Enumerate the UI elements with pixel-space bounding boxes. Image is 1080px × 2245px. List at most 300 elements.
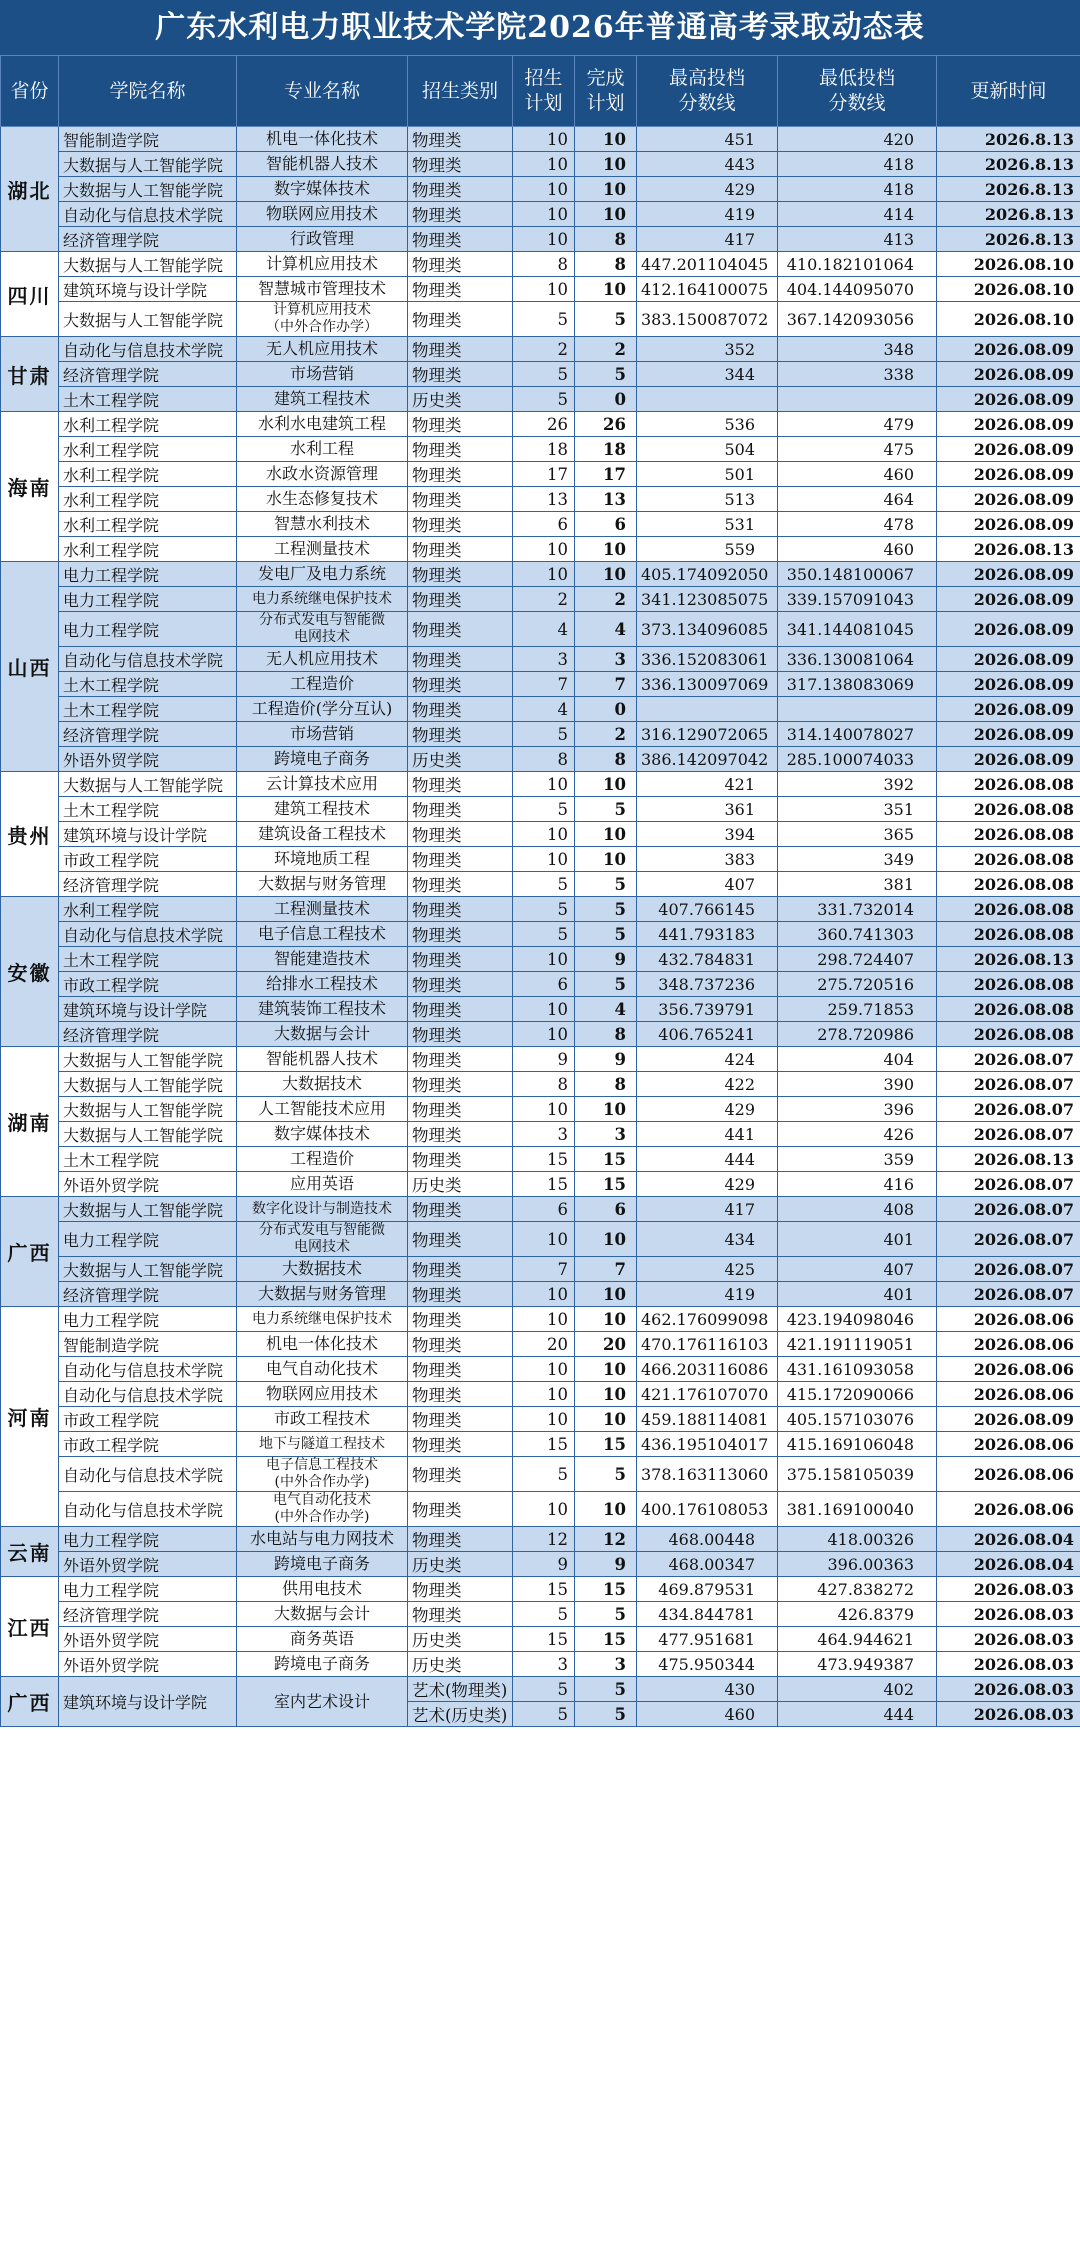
plan-cell: 10	[513, 562, 575, 587]
category-cell: 历史类	[408, 1627, 513, 1652]
major-cell: 建筑工程技术	[237, 387, 408, 412]
category-cell: 物理类	[408, 487, 513, 512]
major-cell: 计算机应用技术	[237, 252, 408, 277]
min-score-cell: 359	[778, 1147, 937, 1172]
table-row	[1, 1197, 1080, 1222]
category-cell: 艺术(历史类)	[408, 1702, 513, 1727]
completed-cell: 10	[575, 1282, 637, 1307]
major-cell: 水利工程	[237, 437, 408, 462]
major-cell: 商务英语	[237, 1627, 408, 1652]
completed-cell: 10	[575, 1307, 637, 1332]
max-score-cell: 336.152083061	[637, 647, 778, 672]
category-cell: 物理类	[408, 872, 513, 897]
min-score-cell: 314.140078027	[778, 722, 937, 747]
min-score-cell: 348	[778, 337, 937, 362]
max-score-cell: 460	[637, 1702, 778, 1727]
school-cell: 大数据与人工智能学院	[59, 772, 237, 797]
category-cell: 物理类	[408, 252, 513, 277]
max-score-cell: 419	[637, 202, 778, 227]
completed-cell: 5	[575, 797, 637, 822]
max-score-cell: 444	[637, 1147, 778, 1172]
table-row	[1, 1492, 1080, 1527]
min-score-cell: 479	[778, 412, 937, 437]
school-cell: 经济管理学院	[59, 1022, 237, 1047]
max-score-cell: 417	[637, 1197, 778, 1222]
major-cell: 物联网应用技术	[237, 202, 408, 227]
major-cell: 工程造价(学分互认)	[237, 697, 408, 722]
category-cell: 物理类	[408, 277, 513, 302]
school-cell: 建筑环境与设计学院	[59, 277, 237, 302]
category-cell: 物理类	[408, 697, 513, 722]
category-cell: 物理类	[408, 922, 513, 947]
table-row	[1, 1627, 1080, 1652]
school-cell: 外语外贸学院	[59, 747, 237, 772]
category-cell: 物理类	[408, 672, 513, 697]
min-score-cell: 298.724407	[778, 947, 937, 972]
category-cell: 物理类	[408, 127, 513, 152]
min-score-cell: 390	[778, 1072, 937, 1097]
max-score-cell: 361	[637, 797, 778, 822]
max-score-cell: 430	[637, 1677, 778, 1702]
min-score-cell: 426.8379	[778, 1602, 937, 1627]
plan-cell: 10	[513, 1382, 575, 1407]
completed-cell: 10	[575, 127, 637, 152]
category-cell: 物理类	[408, 797, 513, 822]
school-cell: 市政工程学院	[59, 1407, 237, 1432]
plan-cell: 10	[513, 177, 575, 202]
plan-cell: 10	[513, 1307, 575, 1332]
max-score-cell: 356.739791	[637, 997, 778, 1022]
table-row	[1, 1222, 1080, 1257]
category-cell: 物理类	[408, 1307, 513, 1332]
major-cell: 水政水资源管理	[237, 462, 408, 487]
table-row	[1, 337, 1080, 362]
update-time-cell: 2026.08.09	[937, 647, 1080, 672]
school-cell: 市政工程学院	[59, 847, 237, 872]
category-cell: 物理类	[408, 177, 513, 202]
major-cell: 工程测量技术	[237, 897, 408, 922]
update-time-cell: 2026.08.03	[937, 1677, 1080, 1702]
max-score-cell: 422	[637, 1072, 778, 1097]
update-time-cell: 2026.08.10	[937, 302, 1080, 337]
min-score-cell: 338	[778, 362, 937, 387]
plan-cell: 2	[513, 587, 575, 612]
table-row	[1, 127, 1080, 152]
max-score-cell: 336.130097069	[637, 672, 778, 697]
major-cell: 室内艺术设计	[237, 1677, 408, 1727]
school-cell: 大数据与人工智能学院	[59, 1197, 237, 1222]
completed-cell: 0	[575, 697, 637, 722]
min-score-cell: 475	[778, 437, 937, 462]
min-score-cell: 278.720986	[778, 1022, 937, 1047]
completed-cell: 2	[575, 722, 637, 747]
school-cell: 经济管理学院	[59, 872, 237, 897]
max-score-cell: 531	[637, 512, 778, 537]
min-score-cell: 259.71853	[778, 997, 937, 1022]
min-score-cell: 418.00326	[778, 1527, 937, 1552]
max-score-cell: 429	[637, 177, 778, 202]
table-row	[1, 1357, 1080, 1382]
min-score-cell: 478	[778, 512, 937, 537]
table-row	[1, 747, 1080, 772]
update-time-cell: 2026.8.13	[937, 227, 1080, 252]
min-score-cell: 423.194098046	[778, 1307, 937, 1332]
school-cell: 外语外贸学院	[59, 1552, 237, 1577]
completed-cell: 26	[575, 412, 637, 437]
school-cell: 水利工程学院	[59, 512, 237, 537]
table-row	[1, 612, 1080, 647]
update-time-cell: 2026.08.08	[937, 772, 1080, 797]
school-cell: 自动化与信息技术学院	[59, 337, 237, 362]
plan-cell: 15	[513, 1172, 575, 1197]
completed-cell: 10	[575, 1407, 637, 1432]
major-cell: 无人机应用技术	[237, 337, 408, 362]
min-score-cell: 285.100074033	[778, 747, 937, 772]
table-row	[1, 697, 1080, 722]
completed-cell: 5	[575, 872, 637, 897]
plan-cell: 5	[513, 1602, 575, 1627]
category-cell: 物理类	[408, 1257, 513, 1282]
min-score-cell: 464.944621	[778, 1627, 937, 1652]
min-score-cell: 421.191119051	[778, 1332, 937, 1357]
update-time-cell: 2026.08.09	[937, 587, 1080, 612]
update-time-cell: 2026.8.13	[937, 152, 1080, 177]
update-time-cell: 2026.08.04	[937, 1552, 1080, 1577]
major-cell: 分布式发电与智能微 电网技术	[237, 612, 408, 647]
completed-cell: 3	[575, 1122, 637, 1147]
max-score-cell	[637, 387, 778, 412]
plan-cell: 10	[513, 277, 575, 302]
plan-cell: 5	[513, 897, 575, 922]
max-score-cell: 466.203116086	[637, 1357, 778, 1382]
min-score-cell: 427.838272	[778, 1577, 937, 1602]
school-cell: 大数据与人工智能学院	[59, 1122, 237, 1147]
plan-cell: 5	[513, 362, 575, 387]
completed-cell: 10	[575, 562, 637, 587]
completed-cell: 8	[575, 252, 637, 277]
max-score-cell: 394	[637, 822, 778, 847]
school-cell: 水利工程学院	[59, 412, 237, 437]
table-row	[1, 302, 1080, 337]
max-score-cell: 386.142097042	[637, 747, 778, 772]
update-time-cell: 2026.08.09	[937, 337, 1080, 362]
category-cell: 物理类	[408, 512, 513, 537]
update-time-cell: 2026.08.07	[937, 1122, 1080, 1147]
plan-cell: 10	[513, 1022, 575, 1047]
table-row	[1, 1097, 1080, 1122]
table-row	[1, 437, 1080, 462]
update-time-cell: 2026.08.06	[937, 1432, 1080, 1457]
school-cell: 经济管理学院	[59, 1282, 237, 1307]
plan-cell: 3	[513, 1122, 575, 1147]
major-cell: 人工智能技术应用	[237, 1097, 408, 1122]
table-row	[1, 722, 1080, 747]
major-cell: 大数据与财务管理	[237, 872, 408, 897]
completed-cell: 7	[575, 1257, 637, 1282]
school-cell: 大数据与人工智能学院	[59, 177, 237, 202]
completed-cell: 10	[575, 1097, 637, 1122]
major-cell: 供用电技术	[237, 1577, 408, 1602]
major-cell: 工程造价	[237, 672, 408, 697]
max-score-cell: 406.765241	[637, 1022, 778, 1047]
completed-cell: 18	[575, 437, 637, 462]
province-cell: 云南	[1, 1527, 59, 1577]
min-score-cell: 336.130081064	[778, 647, 937, 672]
min-score-cell: 367.142093056	[778, 302, 937, 337]
max-score-cell: 441.793183	[637, 922, 778, 947]
major-cell: 市场营销	[237, 362, 408, 387]
school-cell: 自动化与信息技术学院	[59, 202, 237, 227]
update-time-cell: 2026.08.08	[937, 1022, 1080, 1047]
category-cell: 物理类	[408, 1147, 513, 1172]
min-score-cell: 351	[778, 797, 937, 822]
major-cell: 水利水电建筑工程	[237, 412, 408, 437]
max-score-cell: 344	[637, 362, 778, 387]
table-row	[1, 252, 1080, 277]
category-cell: 物理类	[408, 437, 513, 462]
plan-cell: 5	[513, 1702, 575, 1727]
major-cell: 大数据与会计	[237, 1602, 408, 1627]
max-score-cell: 434	[637, 1222, 778, 1257]
table-row	[1, 1332, 1080, 1357]
max-score-cell: 559	[637, 537, 778, 562]
table-row	[1, 587, 1080, 612]
max-score-cell: 383.150087072	[637, 302, 778, 337]
category-cell: 物理类	[408, 362, 513, 387]
min-score-cell: 396.00363	[778, 1552, 937, 1577]
completed-cell: 10	[575, 537, 637, 562]
major-cell: 计算机应用技术 （中外合作办学）	[237, 302, 408, 337]
max-score-cell: 513	[637, 487, 778, 512]
table-row	[1, 672, 1080, 697]
completed-cell: 5	[575, 362, 637, 387]
school-cell: 建筑环境与设计学院	[59, 997, 237, 1022]
min-score-cell: 275.720516	[778, 972, 937, 997]
update-time-cell: 2026.08.07	[937, 1257, 1080, 1282]
table-row	[1, 647, 1080, 672]
plan-cell: 12	[513, 1527, 575, 1552]
province-cell: 河南	[1, 1307, 59, 1527]
plan-cell: 7	[513, 672, 575, 697]
completed-cell: 15	[575, 1147, 637, 1172]
max-score-cell: 477.951681	[637, 1627, 778, 1652]
province-cell: 安徽	[1, 897, 59, 1047]
completed-cell: 9	[575, 1047, 637, 1072]
table-row	[1, 1047, 1080, 1072]
min-score-cell: 405.157103076	[778, 1407, 937, 1432]
max-score-cell: 341.123085075	[637, 587, 778, 612]
major-cell: 行政管理	[237, 227, 408, 252]
max-score-cell: 470.176116103	[637, 1332, 778, 1357]
school-cell: 自动化与信息技术学院	[59, 1382, 237, 1407]
table-row	[1, 822, 1080, 847]
table-row	[1, 487, 1080, 512]
major-cell: 大数据与会计	[237, 1022, 408, 1047]
plan-cell: 10	[513, 947, 575, 972]
major-cell: 地下与隧道工程技术	[237, 1432, 408, 1457]
plan-cell: 9	[513, 1552, 575, 1577]
update-time-cell: 2026.08.04	[937, 1527, 1080, 1552]
category-cell: 物理类	[408, 1022, 513, 1047]
completed-cell: 15	[575, 1432, 637, 1457]
update-time-cell: 2026.08.08	[937, 847, 1080, 872]
school-cell: 电力工程学院	[59, 587, 237, 612]
major-cell: 电力系统继电保护技术	[237, 1307, 408, 1332]
table-row	[1, 772, 1080, 797]
category-cell: 物理类	[408, 1492, 513, 1527]
max-score-cell: 443	[637, 152, 778, 177]
table-row	[1, 387, 1080, 412]
plan-cell: 8	[513, 252, 575, 277]
update-time-cell: 2026.08.09	[937, 362, 1080, 387]
completed-cell: 2	[575, 337, 637, 362]
major-cell: 工程测量技术	[237, 537, 408, 562]
max-score-cell: 429	[637, 1097, 778, 1122]
plan-cell: 17	[513, 462, 575, 487]
category-cell: 艺术(物理类)	[408, 1677, 513, 1702]
table-row	[1, 277, 1080, 302]
max-score-cell: 536	[637, 412, 778, 437]
min-score-cell: 349	[778, 847, 937, 872]
major-cell: 水生态修复技术	[237, 487, 408, 512]
category-cell: 物理类	[408, 947, 513, 972]
category-cell: 物理类	[408, 1432, 513, 1457]
update-time-cell: 2026.8.13	[937, 177, 1080, 202]
update-time-cell: 2026.08.09	[937, 487, 1080, 512]
max-score-cell: 348.737236	[637, 972, 778, 997]
plan-cell: 8	[513, 747, 575, 772]
major-cell: 大数据技术	[237, 1072, 408, 1097]
major-cell: 物联网应用技术	[237, 1382, 408, 1407]
plan-cell: 2	[513, 337, 575, 362]
major-cell: 建筑装饰工程技术	[237, 997, 408, 1022]
province-cell: 湖北	[1, 127, 59, 252]
plan-cell: 10	[513, 127, 575, 152]
category-cell: 物理类	[408, 847, 513, 872]
major-cell: 数字媒体技术	[237, 177, 408, 202]
category-cell: 物理类	[408, 1457, 513, 1492]
school-cell: 大数据与人工智能学院	[59, 302, 237, 337]
min-score-cell: 416	[778, 1172, 937, 1197]
school-cell: 电力工程学院	[59, 562, 237, 587]
min-score-cell: 431.161093058	[778, 1357, 937, 1382]
max-score-cell: 421	[637, 772, 778, 797]
max-score-cell: 425	[637, 1257, 778, 1282]
table-row	[1, 1122, 1080, 1147]
update-time-cell: 2026.08.09	[937, 612, 1080, 647]
table-row	[1, 1457, 1080, 1492]
update-time-cell: 2026.8.13	[937, 202, 1080, 227]
update-time-cell: 2026.08.13	[937, 947, 1080, 972]
header-category: 招生类别	[408, 56, 513, 127]
update-time-cell: 2026.08.08	[937, 922, 1080, 947]
major-cell: 建筑工程技术	[237, 797, 408, 822]
table-row	[1, 972, 1080, 997]
plan-cell: 15	[513, 1147, 575, 1172]
plan-cell: 13	[513, 487, 575, 512]
max-score-cell: 316.129072065	[637, 722, 778, 747]
plan-cell: 10	[513, 822, 575, 847]
plan-cell: 5	[513, 387, 575, 412]
major-cell: 智能建造技术	[237, 947, 408, 972]
major-cell: 水电站与电力网技术	[237, 1527, 408, 1552]
category-cell: 物理类	[408, 202, 513, 227]
province-cell: 甘肃	[1, 337, 59, 412]
update-time-cell: 2026.08.06	[937, 1332, 1080, 1357]
school-cell: 外语外贸学院	[59, 1172, 237, 1197]
school-cell: 水利工程学院	[59, 462, 237, 487]
category-cell: 物理类	[408, 1357, 513, 1382]
plan-cell: 5	[513, 797, 575, 822]
completed-cell: 10	[575, 1357, 637, 1382]
min-score-cell: 473.949387	[778, 1652, 937, 1677]
table-row	[1, 202, 1080, 227]
table-row	[1, 1432, 1080, 1457]
update-time-cell: 2026.08.03	[937, 1702, 1080, 1727]
table-row	[1, 847, 1080, 872]
province-cell: 贵州	[1, 772, 59, 897]
max-score-cell: 501	[637, 462, 778, 487]
completed-cell: 10	[575, 822, 637, 847]
update-time-cell: 2026.08.09	[937, 412, 1080, 437]
major-cell: 分布式发电与智能微 电网技术	[237, 1222, 408, 1257]
plan-cell: 10	[513, 997, 575, 1022]
plan-cell: 6	[513, 512, 575, 537]
update-time-cell: 2026.08.13	[937, 1147, 1080, 1172]
completed-cell: 7	[575, 672, 637, 697]
school-cell: 水利工程学院	[59, 437, 237, 462]
min-score-cell: 404.144095070	[778, 277, 937, 302]
update-time-cell: 2026.08.03	[937, 1577, 1080, 1602]
table-row	[1, 947, 1080, 972]
completed-cell: 6	[575, 1197, 637, 1222]
category-cell: 物理类	[408, 587, 513, 612]
max-score-cell: 469.879531	[637, 1577, 778, 1602]
update-time-cell: 2026.08.08	[937, 822, 1080, 847]
max-score-cell: 378.163113060	[637, 1457, 778, 1492]
major-cell: 云计算技术应用	[237, 772, 408, 797]
completed-cell: 8	[575, 227, 637, 252]
min-score-cell: 331.732014	[778, 897, 937, 922]
min-score-cell: 460	[778, 462, 937, 487]
completed-cell: 10	[575, 152, 637, 177]
header-completed: 完成 计划	[575, 56, 637, 127]
table-row	[1, 227, 1080, 252]
update-time-cell: 2026.08.08	[937, 872, 1080, 897]
table-row	[1, 1147, 1080, 1172]
table-row	[1, 1552, 1080, 1577]
category-cell: 物理类	[408, 822, 513, 847]
min-score-cell: 401	[778, 1222, 937, 1257]
table-row	[1, 1407, 1080, 1432]
completed-cell: 10	[575, 1492, 637, 1527]
header-min-score: 最低投档 分数线	[778, 56, 937, 127]
plan-cell: 15	[513, 1627, 575, 1652]
header-row	[1, 56, 1080, 127]
school-cell: 土木工程学院	[59, 697, 237, 722]
plan-cell: 26	[513, 412, 575, 437]
min-score-cell: 396	[778, 1097, 937, 1122]
table-row	[1, 462, 1080, 487]
max-score-cell: 441	[637, 1122, 778, 1147]
school-cell: 电力工程学院	[59, 1222, 237, 1257]
max-score-cell: 352	[637, 337, 778, 362]
school-cell: 水利工程学院	[59, 487, 237, 512]
max-score-cell: 468.00448	[637, 1527, 778, 1552]
max-score-cell: 436.195104017	[637, 1432, 778, 1457]
table-row	[1, 797, 1080, 822]
major-cell: 大数据技术	[237, 1257, 408, 1282]
